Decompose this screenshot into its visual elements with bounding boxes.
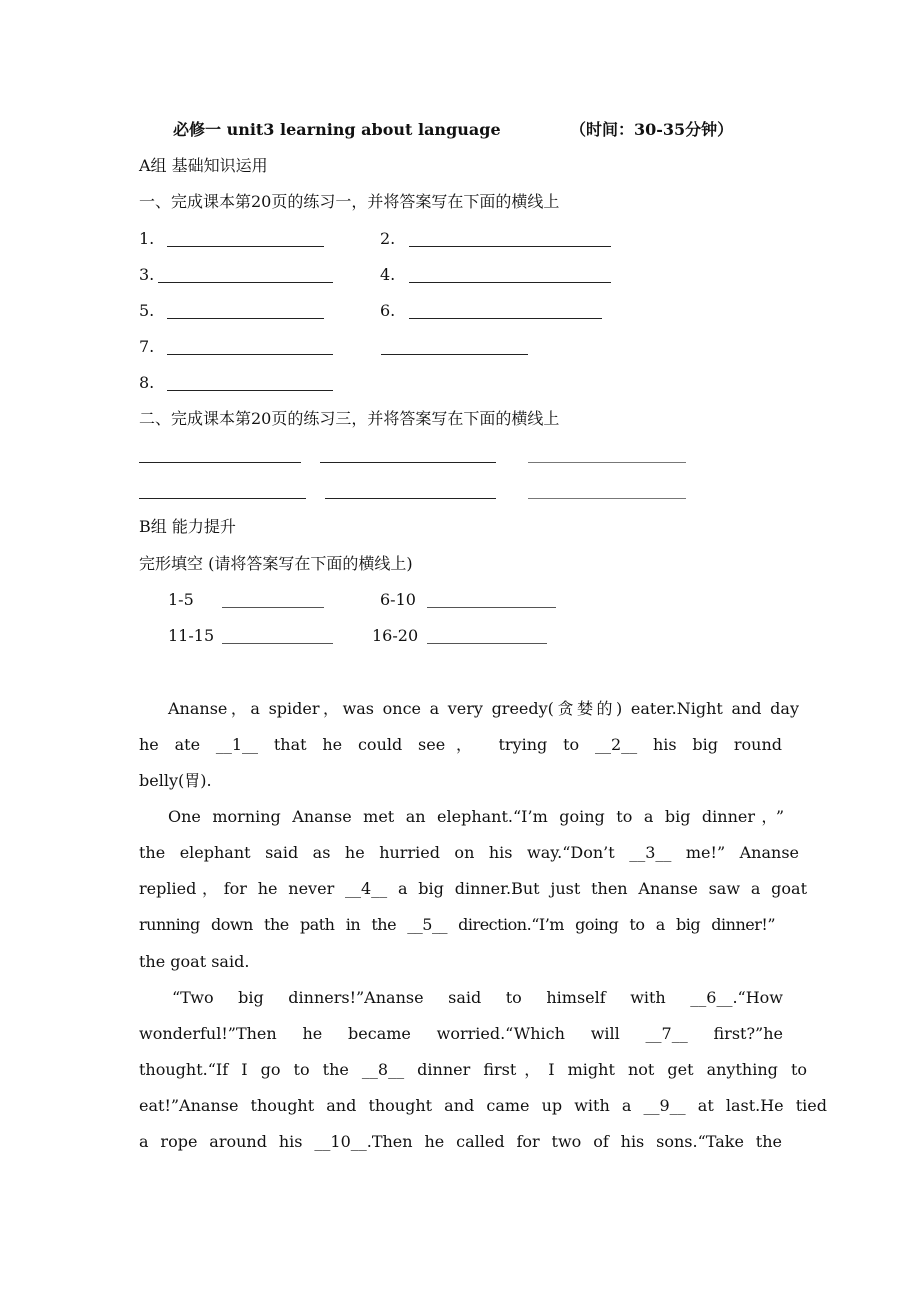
passage-line: eat!”Ananse thought and thought and came up with a __9__ at last.He tied <box>139 1096 827 1115</box>
cloze-range-1-5: 1-5 <box>168 590 194 609</box>
answer-label-4: 4. <box>380 265 396 284</box>
exercise-3-instruction: 二、完成课本第20页的练习三，并将答案写在下面的横线上 <box>139 409 560 428</box>
answer-blank-6[interactable] <box>409 318 602 319</box>
cloze-range-6-10: 6-10 <box>380 590 416 609</box>
cloze-blank-1-5[interactable] <box>222 607 324 608</box>
answer-label-5: 5. <box>139 301 155 320</box>
answer-blank-2[interactable] <box>409 246 611 247</box>
exercise-3-blank-1[interactable] <box>139 462 301 463</box>
passage-line: the elephant said as he hurried on his way.“Don’t __3__ me!” Ananse <box>139 843 799 862</box>
exercise-3-blank-2[interactable] <box>320 462 496 463</box>
cloze-range-16-20: 16-20 <box>372 626 419 645</box>
answer-label-7: 7. <box>139 337 155 356</box>
exercise-3-blank-6[interactable] <box>528 498 686 499</box>
answer-blank-4[interactable] <box>409 282 611 283</box>
passage-line: the goat said. <box>139 952 250 971</box>
answer-label-2: 2. <box>380 229 396 248</box>
passage-line: wonderful!”Then he became worried.“Which will __7__ first?”he <box>139 1024 783 1043</box>
passage-line: he ate __1__ that he could see， trying to __2__ his big round <box>139 735 782 754</box>
answer-label-3: 3. <box>139 265 155 284</box>
worksheet-title: 必修一 unit3 learning about language <box>173 120 501 139</box>
answer-label-1: 1. <box>139 229 155 248</box>
passage-line: Ananse，a spider，was once a very greedy(贪婪的) eater.Night and day <box>168 699 799 718</box>
answer-label-8: 8. <box>139 373 155 392</box>
cloze-blank-16-20[interactable] <box>427 643 547 644</box>
section-b-heading: B组 能力提升 <box>139 517 236 536</box>
exercise-3-blank-4[interactable] <box>139 498 306 499</box>
cloze-blank-6-10[interactable] <box>427 607 556 608</box>
passage-line: replied，for he never __4__ a big dinner.But just then Ananse saw a goat <box>139 879 807 898</box>
answer-blank-7[interactable] <box>167 354 333 355</box>
exercise-3-blank-3[interactable] <box>528 462 686 463</box>
passage-line: thought.“If I go to the __8__ dinner first，I might not get anything to <box>139 1060 808 1079</box>
passage-line: “Two big dinners!”Ananse said to himself with __6__.“How <box>172 988 783 1007</box>
cloze-instruction: 完形填空 (请将答案写在下面的横线上) <box>139 554 413 573</box>
passage-line: belly(胃). <box>139 771 212 790</box>
cloze-range-11-15: 11-15 <box>168 626 215 645</box>
exercise-3-blank-5[interactable] <box>325 498 496 499</box>
answer-blank-8[interactable] <box>167 390 333 391</box>
passage-line: a rope around his __10__.Then he called for two of his sons.“Take the <box>139 1132 782 1151</box>
answer-blank-7b[interactable] <box>381 354 528 355</box>
cloze-blank-11-15[interactable] <box>222 643 333 644</box>
answer-blank-3[interactable] <box>158 282 333 283</box>
answer-label-6: 6. <box>380 301 396 320</box>
answer-blank-1[interactable] <box>167 246 324 247</box>
answer-blank-5[interactable] <box>167 318 324 319</box>
exercise-1-instruction: 一、完成课本第20页的练习一，并将答案写在下面的横线上 <box>139 192 560 211</box>
section-a-heading: A组 基础知识运用 <box>139 156 268 175</box>
time-limit: （时间：30-35分钟） <box>570 120 734 139</box>
passage-line: running down the path in the __5__ direction.“I’m going to a big dinner!” <box>139 915 775 934</box>
passage-line: One morning Ananse met an elephant.“I’m going to a big dinner，” <box>168 807 784 826</box>
